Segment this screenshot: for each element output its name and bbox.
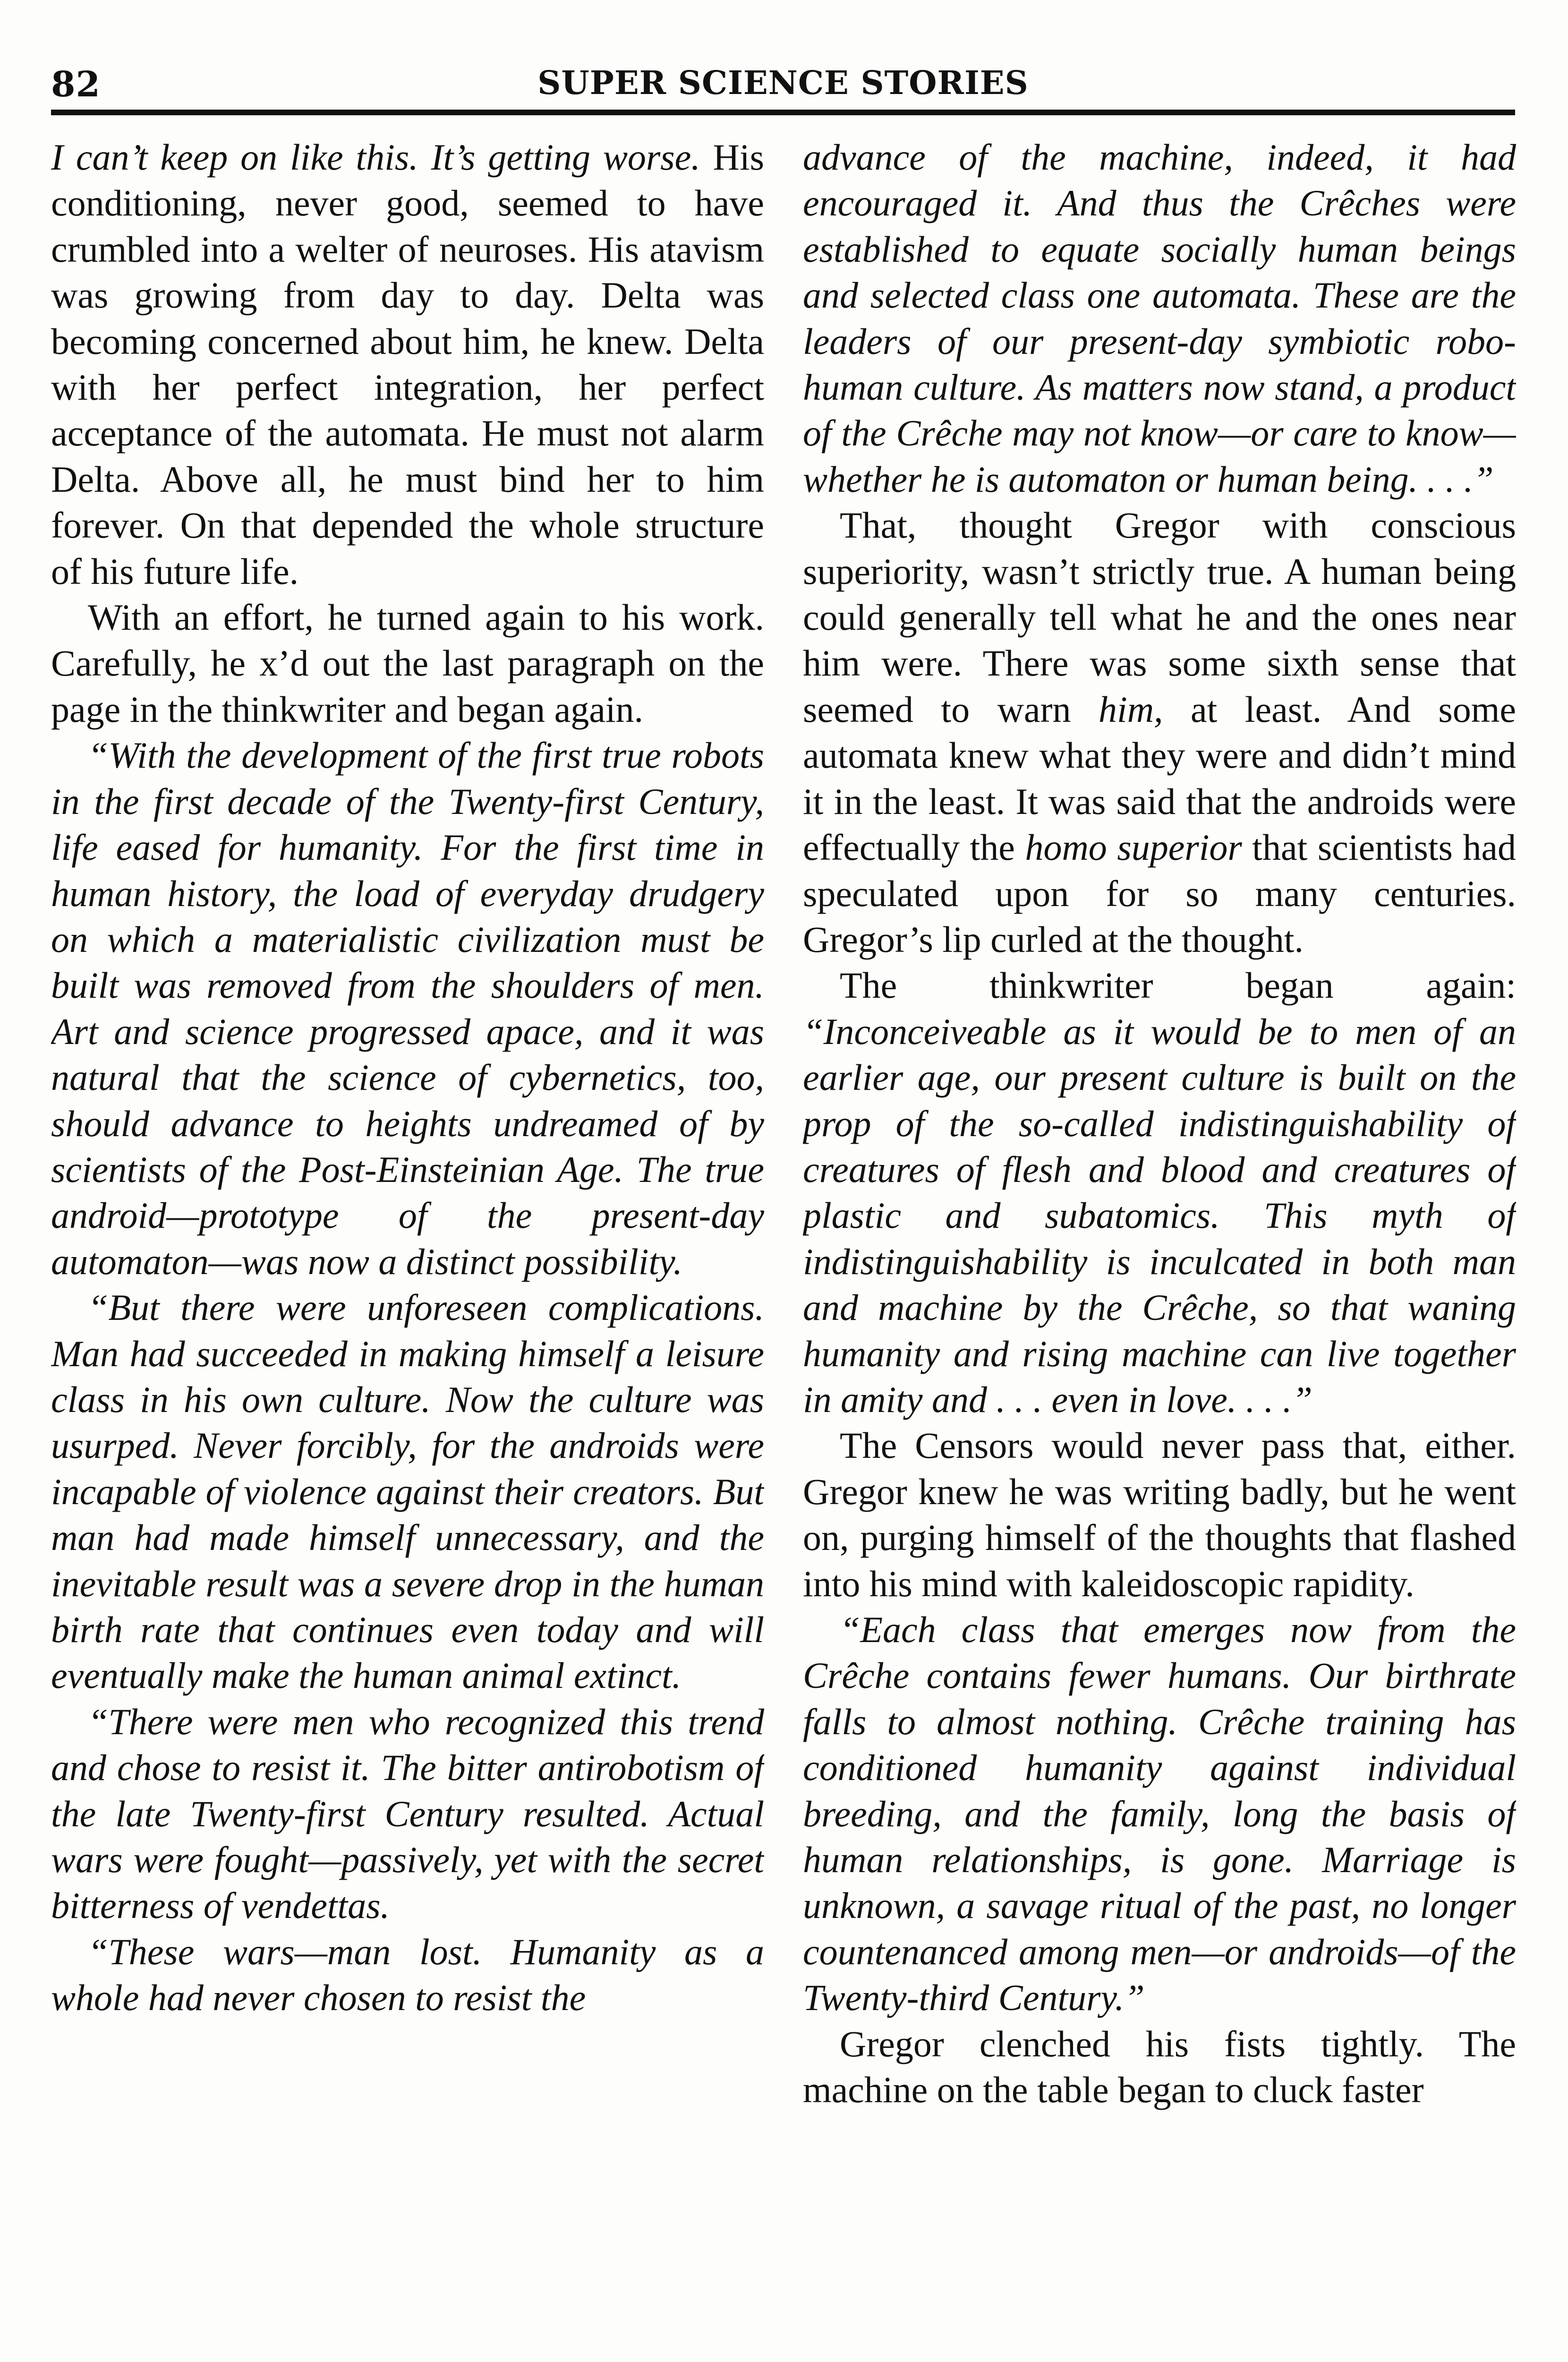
text-run: at least. And some automata knew what they were and didn’t mind it in the least. It was said that the androids were effectually the (803, 688, 1516, 868)
text-run: that scientists had speculated upon for so many centuries. Gregor’s lip curled at the thought. (803, 827, 1516, 960)
text-run: That, thought Gregor with conscious superiority, wasn’t strictly true. A human being could generally tell what he and the ones near him were. There was some sixth sense that seemed to warn (803, 505, 1516, 730)
paragraph (803, 1422, 1516, 1607)
italic-text-run: “But there were unforeseen complications. Man had succeeded in making himself a leisure class in his own culture. Now the culture was usurped. Never forcibly, for the androids were incapable of violence against their creators. But man had made himself unnecessary, and the inevitable result was a severe drop in the human birth rate that continues even today and will eventually make the human animal extinct. (51, 1287, 764, 1696)
paragraph (803, 2021, 1516, 2113)
right-text-column (803, 134, 1516, 2362)
paragraph (51, 134, 764, 594)
paragraph (51, 1699, 764, 1929)
paragraph (803, 1607, 1516, 2021)
text-run: With an effort, he turned again to his work. Carefully, he x’d out the last paragraph on the page in the thinkwriter and began again. (51, 597, 764, 730)
paragraph (51, 594, 764, 732)
italic-text-run: “Each class that emerges now from the Crêche contains fewer humans. Our birthrate falls to almost nothing. Crêche training has conditioned humanity against individual breeding, and the family, long the basis of human relationships, is gone. Marriage is unknown, a savage ritual of the past, no longer countenanced among men—or androids—of the Twenty-third Century.” (803, 1609, 1516, 2019)
paragraph (803, 502, 1516, 962)
italic-text-run: I can’t keep on like this. It’s getting worse. (51, 137, 713, 178)
page-header (51, 57, 1515, 118)
italic-text-run: him, (1099, 688, 1163, 730)
text-run: His conditioning, never good, seemed to have crumbled into a welter of neuroses. His atavism was growing from day to day. Delta was becoming concerned about him, he knew. Delta with her perfect integration, her perfect acceptance of the automata. He must not alarm Delta. Above all, he must bind her to him forever. On that depended the whole structure of his future life. (51, 137, 764, 592)
running-title: SUPER SCIENCE STORIES (537, 64, 1029, 102)
italic-text-run: “Inconceiveable as it would be to men of an earlier age, our present culture is built on the prop of the so-called indistinguishability of creatures of flesh and blood and creatures of plastic and subatomics. This myth of indistinguishability is inculcated in both man and machine by the Crêche, so that waning humanity and rising machine can live together in amity and . . . even in love. . . .” (803, 1010, 1516, 1420)
paragraph (51, 1929, 764, 2021)
italic-text-run: advance of the machine, indeed, it had encouraged it. And thus the Crêches were established to equate socially human beings and selected class one automata. These are the leaders of our present-day symbiotic robo-human culture. As matters now stand, a product of the Crêche may not know—or care to know—whether he is automaton or human being. . . .” (803, 137, 1516, 500)
italic-text-run: “With the development of the first true robots in the first decade of the Twenty-first Century, life eased for humanity. For the first time in human history, the load of everyday drudgery on which a materialistic civilization must be built was removed from the shoulders of men. Art and science progressed apace, and it was natural that the science of cybernetics, too, should advance to heights undreamed of by scientists of the Post-Einsteinian Age. The true android—prototype of the present-day automaton—was now a distinct possibility. (51, 735, 764, 1282)
left-text-column (51, 134, 764, 2362)
italic-text-run: “There were men who recognized this trend and chose to resist it. The bitter antirobotism of the late Twenty-first Century resulted. Actual wars were fought—passively, yet with the secret bitterness of vendettas. (51, 1701, 764, 1926)
italic-text-run: homo superior (1025, 827, 1242, 868)
text-run: The thinkwriter began again: (840, 965, 1516, 1006)
italic-text-run: “These wars—man lost. Humanity as a whole had never chosen to resist the (51, 1931, 764, 2019)
page-number: 82 (51, 64, 101, 105)
paragraph (51, 1284, 764, 1699)
paragraph (51, 732, 764, 1284)
text-run: Gregor clenched his fists tightly. The machine on the table began to cluck faster (803, 2023, 1516, 2111)
header-rule (51, 110, 1515, 115)
text-run: The Censors would never pass that, either. Gregor knew he was writing badly, but he went on, purging himself of the thoughts that flashed into his mind with kaleidoscopic rapidity. (803, 1425, 1516, 1604)
paragraph (803, 134, 1516, 502)
paragraph (803, 962, 1516, 1422)
